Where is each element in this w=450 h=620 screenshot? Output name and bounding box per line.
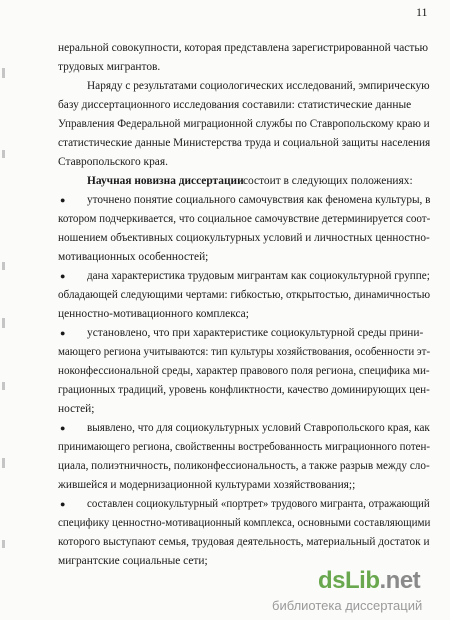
text-line: которого выступают семья, трудовая деятельность, материальный достаток и [58, 536, 430, 548]
text-line: ностей; [58, 403, 95, 415]
watermark-subtitle: библиотека диссертаций [272, 598, 423, 613]
text-line: ценностно-мотивационного комплекса; [58, 308, 249, 320]
text-line: мающего региона учитываются: тип культуры хозяйствования, особенности эт- [58, 346, 431, 358]
text-line: установлено, что при характеристике социокультурной среды прини- [87, 327, 424, 339]
bullet-marker: ● [60, 499, 66, 509]
novelty-heading: Научная новизна диссертации [87, 175, 244, 187]
text-line: трудовых мигрантов. [58, 61, 161, 73]
bullet-marker: ● [60, 423, 66, 433]
scan-margin-mark [2, 68, 5, 78]
text-line: базу диссертационного исследования составили: статистические данные [58, 99, 412, 111]
watermark-logo[interactable] [318, 567, 420, 595]
text-line: жившейся и модернизационной культурами хозяйствования;; [58, 479, 356, 491]
scan-margin-mark [2, 540, 5, 548]
bullet-marker: ● [60, 271, 66, 281]
text-line: Наряду с результатами социологических исследований, эмпирическую [87, 80, 430, 92]
text-line: котором подчеркивается, что социальное самочувствие детерминируется соот- [58, 213, 431, 225]
text-line: выявлено, что для социокультурных условий Ставропольского края, как [87, 422, 430, 434]
text-line: неральной совокупности, которая представлена зарегистрированной частью [58, 42, 429, 54]
scan-margin-mark [2, 318, 5, 328]
scan-margin-mark [2, 382, 5, 390]
watermark-logo-part1: dsLib [318, 567, 380, 594]
text-line: Управления Федеральной миграционной службы по Ставропольскому краю и [58, 118, 430, 130]
text-line: дана характеристика трудовым мигрантам как социокультурной группе; [87, 270, 430, 282]
text-line: Ставропольского края. [58, 156, 168, 168]
text-line: циала, полиэтничность, поликонфессиональность, а также разрыв между сло- [58, 460, 430, 472]
text-line: уточнено понятие социального самочувствия как феномена культуры, в [87, 194, 431, 206]
text-line: специфику ценностно-мотивационный комплекса, основными составляющими [58, 517, 431, 529]
scan-margin-mark [2, 458, 5, 468]
page-number: 11 [416, 5, 428, 19]
text-line: ношением объективных социокультурных условий и личностных ценностно- [58, 232, 430, 244]
text-line: обладающей следующими чертами: гибкостью, открытостью, динамичностью [58, 289, 431, 301]
text-line: состоит в следующих положениях: [243, 175, 413, 187]
text-line: грационных традиций, уровень конфликтности, качество доминирующих цен- [58, 384, 430, 396]
scan-margin-mark [2, 262, 5, 270]
scan-margin-mark [2, 150, 5, 158]
text-line: мотивационных особенностей; [58, 251, 209, 263]
bullet-marker: ● [60, 328, 66, 338]
watermark-logo-part2: .net [379, 567, 421, 594]
text-line: составлен социокультурный «портрет» трудового мигранта, отражающий [87, 498, 430, 510]
text-line: принимающего региона, свойственны востребованность миграционного потен- [58, 441, 431, 453]
text-line: мигрантские социальные сети; [58, 555, 208, 567]
bullet-marker: ● [60, 195, 66, 205]
text-line: статистические данные Министерства труда и социальной защиты населения [58, 137, 431, 149]
text-line: ноконфессиональной среды, характер правового поля региона, специфика ми- [58, 365, 430, 377]
